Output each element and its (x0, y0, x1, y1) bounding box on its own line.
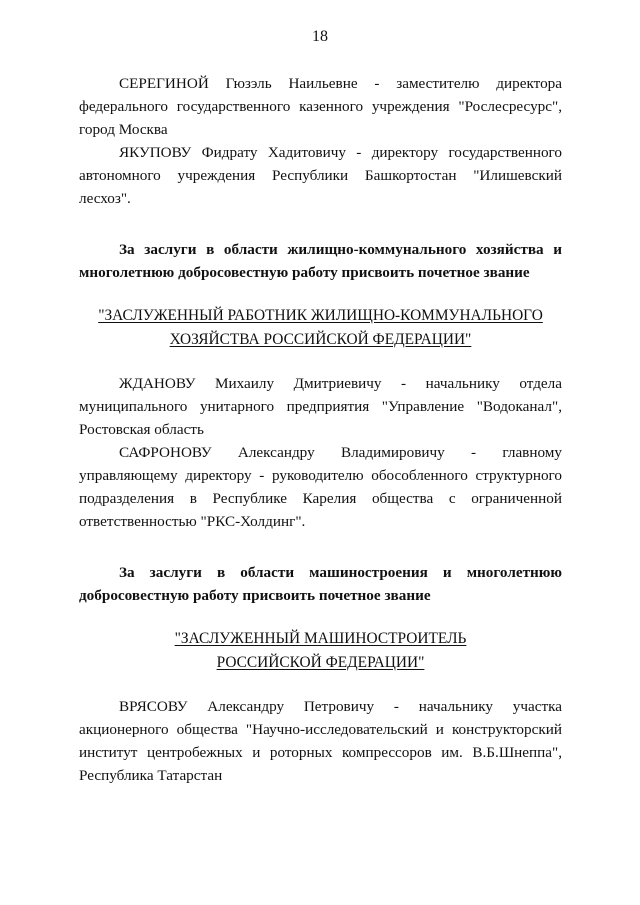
award-recipient-zhdanov: ЖДАНОВУ Михаилу Дмитриевичу - начальнику отдела муниципального унитарного предприятия "Управление "Водоканал", Ростовская область (79, 375, 562, 438)
honorary-title-machine-builder (79, 627, 562, 675)
section-heading-housing: За заслуги в области жилищно-коммунального хозяйства и многолетнюю добросовестную работу присвоить почетное звание (79, 241, 562, 281)
page-number: 18 (312, 28, 328, 45)
honorary-title-housing (79, 304, 562, 352)
honorary-title-housing-line2: ХОЗЯЙСТВА РОССИЙСКОЙ ФЕДЕРАЦИИ" (169, 331, 472, 348)
award-recipient-yakupov: ЯКУПОВУ Фидрату Хадитовичу - директору государственного автономного учреждения Республики Башкортостан "Илишевский лесхоз". (79, 144, 562, 207)
award-recipient-seregina: СЕРЕГИНОЙ Гюзэль Наильевне - заместителю директора федерального государственного казенного учреждения "Рослесресурс", город Москва (79, 75, 562, 138)
award-recipient-vryasov: ВРЯСОВУ Александру Петровичу - начальнику участка акционерного общества "Научно-исследовательский и конструкторский институт центробежных и роторных компрессоров им. В.Б.Шнеппа", Республика Татарстан (79, 698, 562, 784)
honorary-title-machine-builder-line2: РОССИЙСКОЙ ФЕДЕРАЦИИ" (216, 654, 425, 671)
honorary-title-machine-builder-line1: "ЗАСЛУЖЕННЫЙ МАШИНОСТРОИТЕЛЬ (174, 630, 467, 647)
document-body (79, 72, 562, 787)
honorary-title-housing-line1: "ЗАСЛУЖЕННЫЙ РАБОТНИК ЖИЛИЩНО-КОММУНАЛЬНОГО (98, 307, 543, 324)
section-heading-machine-building: За заслуги в области машиностроения и многолетнюю добросовестную работу присвоить почетное звание (79, 564, 562, 604)
award-recipient-safronov: САФРОНОВУ Александру Владимировичу - главному управляющему директору - руководителю обособленного структурного подразделения в Республике Карелия общества с ограниченной ответственностью "РКС-Холдинг". (79, 444, 562, 530)
